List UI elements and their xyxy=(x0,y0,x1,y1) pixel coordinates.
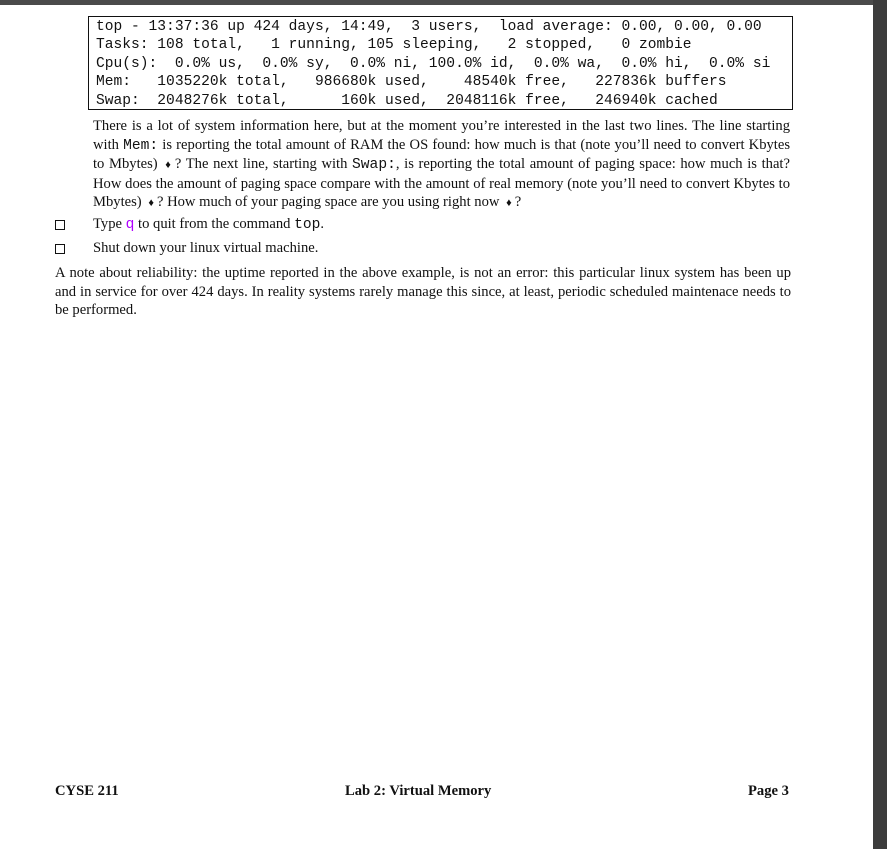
viewer-top-bar xyxy=(0,0,887,5)
terminal-line: Cpu(s): 0.0% us, 0.0% sy, 0.0% ni, 100.0% id, 0.0% wa, 0.0% hi, 0.0% si xyxy=(96,55,771,72)
text: There is a lot of system information here, but at the moment you’re interested in the last two lines. The line starting with xyxy=(93,118,790,153)
footer-title: Lab 2: Virtual Memory xyxy=(345,783,492,799)
reliability-note: A note about reliability: the uptime reported in the above example, is not an error: this particular linux system has been up and in service for over 424 days. In reality systems rarely manage this since, at least, periodic scheduled maintenace needs to be performed. xyxy=(55,265,791,319)
terminal-line: Mem: 1035220k total, 986680k used, 48540k free, 227836k buffers xyxy=(96,74,727,91)
step-text xyxy=(93,216,324,233)
text: ? How much of your paging space are you using right now xyxy=(156,194,500,211)
explanation-paragraph xyxy=(93,117,790,213)
viewer-scrollbar[interactable] xyxy=(873,0,887,849)
key-q: q xyxy=(125,217,135,233)
text: ? xyxy=(514,194,522,211)
answer-diamond-icon: ♦ xyxy=(165,159,172,172)
text: to quit from the command xyxy=(134,216,295,232)
checkbox-icon[interactable] xyxy=(55,220,65,230)
step-text: Shut down your linux virtual machine. xyxy=(93,240,319,256)
code-top: top xyxy=(294,217,321,233)
terminal-output-box xyxy=(88,16,793,110)
text: , is reporting the total amount of paging space: how much is that? How does the amount of paging space compare with the amount of real memory (note you’ll need to convert Kbytes to Mbytes) xyxy=(93,156,790,211)
code-mem: Mem: xyxy=(123,137,159,154)
text: ? The next line, starting with xyxy=(174,156,353,173)
checkbox-icon[interactable] xyxy=(55,244,65,254)
answer-diamond-icon: ♦ xyxy=(148,197,154,210)
text: . xyxy=(320,216,325,232)
text: is reporting the total amount of RAM the OS found: how much is that (note you’ll need to convert Kbytes to Mbytes) xyxy=(93,136,790,173)
text: Type xyxy=(93,216,126,232)
footer-page: Page 3 xyxy=(748,783,789,799)
terminal-line: Swap: 2048276k total, 160k used, 2048116k free, 246940k cached xyxy=(96,92,718,109)
terminal-line: top - 13:37:36 up 424 days, 14:49, 3 users, load average: 0.00, 0.00, 0.00 xyxy=(96,19,762,35)
footer-course: CYSE 211 xyxy=(55,783,119,799)
terminal-line: Tasks: 108 total, 1 running, 105 sleeping, 2 stopped, 0 zombie xyxy=(96,37,692,54)
answer-diamond-icon: ♦ xyxy=(506,197,512,210)
code-swap: Swap: xyxy=(352,157,396,174)
